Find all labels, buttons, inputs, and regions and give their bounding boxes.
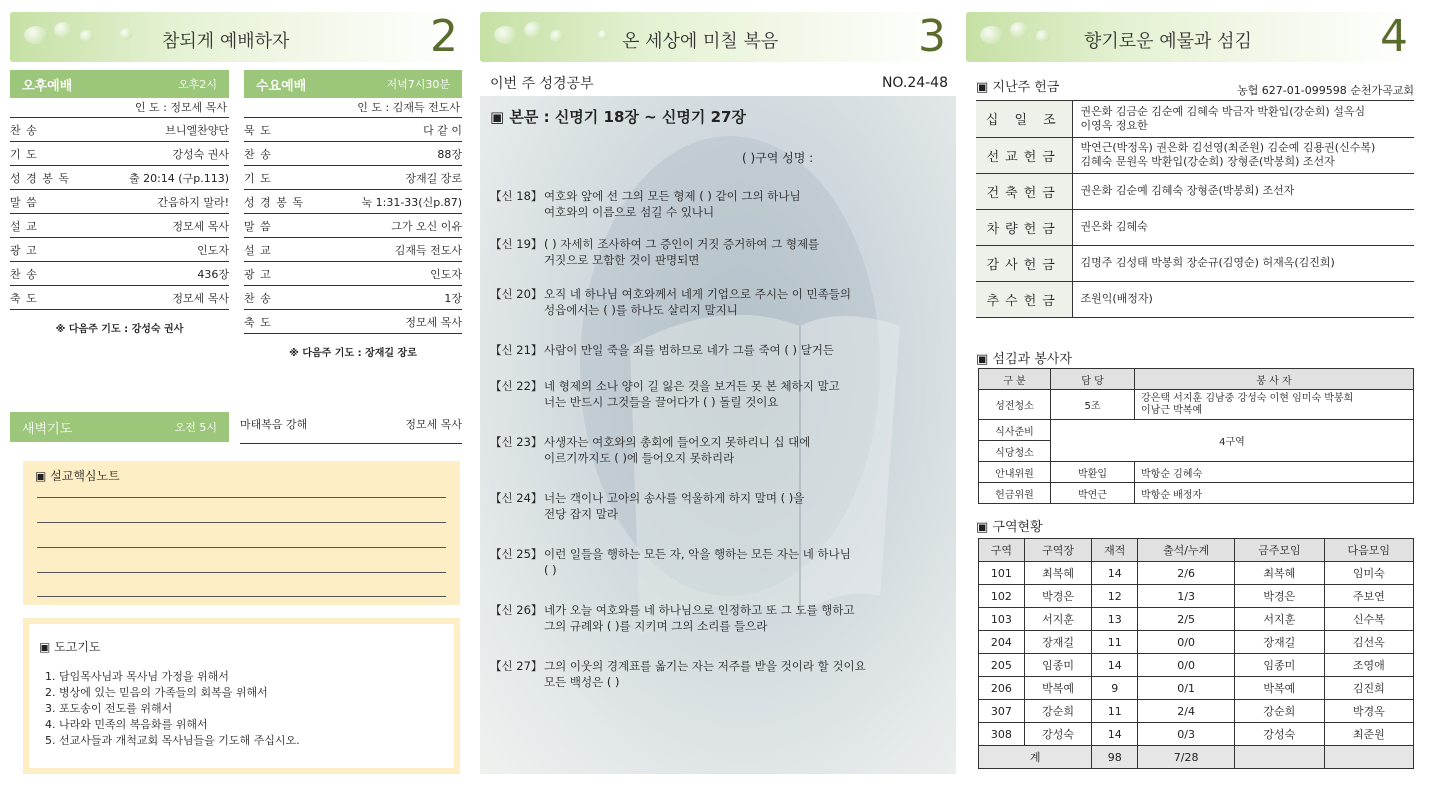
order-value: 정모세 목사 [172, 219, 229, 233]
column-header: 재적 [1092, 539, 1138, 562]
donor-line: 이영옥 정요한 [1080, 118, 1148, 132]
order-label: 말 씀 [244, 219, 272, 233]
table-cell: 205 [979, 654, 1025, 677]
column-header: 금주모임 [1235, 539, 1324, 562]
offering-section-title: ▣ 지난주 헌금 [976, 80, 1060, 95]
donor-line: 김혜숙 문원옥 박환입(강순희) 장형준(박봉희) 조선자 [1080, 155, 1335, 168]
order-value: 브니엘찬양단 [165, 123, 229, 137]
order-value: 장재길 장로 [405, 171, 462, 185]
table-cell: 강성숙 [1235, 723, 1324, 746]
table-row [976, 137, 1414, 173]
question-ref: 【신 25】 [490, 547, 543, 561]
table-cell: 1/3 [1138, 585, 1235, 608]
offering-panel [966, 12, 1418, 786]
table-cell: 박경은 [1235, 585, 1324, 608]
table-cell: 102 [979, 585, 1025, 608]
question-text: 모든 백성은 ( ) [544, 675, 620, 689]
order-value: 출 20:14 (구p.113) [128, 171, 229, 185]
service-staff [1135, 390, 1414, 420]
service-kind: 헌금위원 [979, 483, 1051, 504]
column-header: 담 당 [1051, 369, 1135, 390]
offering-kind: 차량헌금 [976, 209, 1072, 245]
order-label: 기 도 [10, 147, 38, 161]
table-row [979, 654, 1414, 677]
question-text: 사람이 만일 죽을 죄를 범하므로 네가 그를 죽여 ( ) 달거든 [544, 343, 834, 357]
order-label: 성 경 봉 독 [10, 171, 70, 185]
order-label: 설 교 [10, 219, 38, 233]
district-table-wrap [978, 538, 1414, 769]
order-row [10, 262, 229, 286]
question-ref: 【신 21】 [490, 343, 543, 357]
offering-kind: 선교헌금 [976, 137, 1072, 173]
table-row [979, 608, 1414, 631]
question-ref: 【신 23】 [490, 435, 543, 449]
intercession-title: ▣ 도고기도 [39, 640, 101, 654]
order-row [244, 310, 462, 334]
table-cell: 103 [979, 608, 1025, 631]
intercession-box [23, 618, 460, 774]
table-cell: 0/0 [1138, 654, 1235, 677]
service-kind: 식당청소 [979, 441, 1051, 462]
table-cell: 204 [979, 631, 1025, 654]
order-label: 설 교 [244, 243, 272, 257]
order-value: 김재득 전도사 [394, 243, 462, 257]
note-line [37, 547, 446, 548]
order-value: 그가 오신 이유 [391, 219, 462, 233]
study-bar [480, 70, 956, 96]
service-section-title: ▣ 섬김과 봉사자 [976, 352, 1072, 367]
question-ref: 【신 19】 [490, 237, 543, 251]
question-item [490, 602, 948, 634]
list-item: 1. 담임목사님과 목사님 가정을 위해서 [59, 669, 454, 685]
offering-table [976, 101, 1414, 318]
district-section-title: ▣ 구역현황 [976, 520, 1043, 535]
order-label: 찬 송 [244, 147, 272, 161]
table-cell: 101 [979, 562, 1025, 585]
order-row [244, 238, 462, 262]
order-row [10, 142, 229, 166]
service-time: 오후2시 [178, 78, 217, 91]
question-ref: 【신 27】 [490, 659, 543, 673]
list-item: 2. 병상에 있는 믿음의 가족들의 회복을 위해서 [59, 685, 454, 701]
table-row [979, 539, 1414, 562]
column-header: 구역장 [1024, 539, 1092, 562]
service-time: 오전 5시 [174, 421, 217, 434]
question-item [490, 658, 948, 690]
question-item [490, 236, 948, 268]
offering-kind: 십 일 조 [976, 101, 1072, 137]
column-header: 봉 사 자 [1135, 369, 1414, 390]
offering-kind: 건축헌금 [976, 173, 1072, 209]
service-table-wrap [978, 368, 1414, 504]
passage-title: ▣ 본문 : 신명기 18장 ~ 신명기 27장 [490, 108, 746, 126]
order-label: 말 씀 [10, 195, 38, 209]
list-item: 3. 포도송이 전도를 위해서 [59, 701, 454, 717]
study-label: 이번 주 성경공부 [490, 76, 594, 92]
table-cell: 9 [1092, 677, 1138, 700]
order-value: 정모세 목사 [172, 291, 229, 305]
offering-donors [1072, 101, 1414, 137]
list-item: 5. 선교사들과 개척교회 목사님들을 기도해 주십시오. [59, 733, 454, 749]
order-row [244, 262, 462, 286]
table-row [976, 101, 1414, 137]
question-item [490, 188, 948, 220]
question-text: 네 형제의 소나 양이 길 잃은 것을 보거든 못 본 체하지 말고 [544, 379, 840, 393]
table-cell: 장재길 [1024, 631, 1092, 654]
study-number: NO.24-48 [881, 75, 948, 91]
order-row [10, 286, 229, 310]
page-number: 2 [430, 12, 458, 62]
column-header: 출석/누계 [1138, 539, 1235, 562]
bible-study-header [480, 12, 956, 62]
total-attendance: 7/28 [1138, 746, 1235, 769]
table-cell: 308 [979, 723, 1025, 746]
offering-table-wrap [976, 100, 1414, 318]
service-lead: 박환입 [1051, 462, 1135, 483]
next-prayer: ※ 다음주 기도 : 장재길 장로 [289, 348, 417, 359]
service-time: 저녁7시30분 [386, 78, 450, 91]
table-cell: 강성숙 [1024, 723, 1092, 746]
question-ref: 【신 20】 [490, 287, 543, 301]
table-cell: 14 [1092, 562, 1138, 585]
worship-header [10, 12, 468, 62]
table-cell: 박복예 [1024, 677, 1092, 700]
table-row [979, 420, 1414, 441]
order-label: 기 도 [244, 171, 272, 185]
question-text: 너는 객이나 고아의 송사를 억울하게 하지 말며 ( )을 [544, 491, 805, 505]
table-row [979, 369, 1414, 390]
question-item [490, 342, 948, 358]
question-text: 여호와의 이름으로 섬길 수 있나니 [544, 205, 715, 219]
offering-donors: 권은화 김혜숙 [1072, 209, 1414, 245]
offering-donors: 조원익(배정자) [1072, 281, 1414, 317]
table-cell: 최복혜 [1024, 562, 1092, 585]
service-kind: 식사준비 [979, 420, 1051, 441]
table-cell: 11 [1092, 631, 1138, 654]
service-leader: 인 도 : 김재득 전도사 [244, 98, 462, 118]
question-item [490, 378, 948, 410]
table-cell: 2/4 [1138, 700, 1235, 723]
table-row [979, 462, 1414, 483]
question-text: 여호와 앞에 선 그의 모든 형제 ( ) 같이 그의 하나님 [544, 189, 801, 203]
question-item [490, 490, 948, 522]
table-cell: 최복혜 [1235, 562, 1324, 585]
question-ref: 【신 22】 [490, 379, 543, 393]
table-row [979, 723, 1414, 746]
order-row [10, 214, 229, 238]
sermon-note-box [23, 461, 460, 605]
order-value: 다 같 이 [423, 123, 462, 137]
table-cell: 11 [1092, 700, 1138, 723]
total-empty [1235, 746, 1324, 769]
question-text: ( ) [544, 563, 557, 577]
question-text: 그의 이웃의 경계표를 옮기는 자는 저주를 받을 것이라 할 것이요 [544, 659, 866, 673]
service-name: 오후예배 [22, 78, 73, 94]
column-header: 구역 [979, 539, 1025, 562]
table-cell: 206 [979, 677, 1025, 700]
table-cell: 13 [1092, 608, 1138, 631]
page-title: 온 세상에 미칠 복음 [622, 31, 779, 52]
service-kind: 성전청소 [979, 390, 1051, 420]
service-staff: 박항순 배정자 [1135, 483, 1414, 504]
table-row [979, 562, 1414, 585]
table-cell: 김진희 [1324, 677, 1413, 700]
dawn-prayer-detail [240, 416, 462, 444]
service-name: 수요예배 [256, 78, 307, 94]
dawn-detail: 마태복음 강해 [240, 418, 308, 431]
offering-kind: 감사헌금 [976, 245, 1072, 281]
order-row [244, 190, 462, 214]
table-cell: 서지훈 [1024, 608, 1092, 631]
order-row [10, 238, 229, 262]
table-cell: 최준원 [1324, 723, 1413, 746]
offering-donors: 김명주 김성태 박봉희 장순규(김영순) 허재옥(김진희) [1072, 245, 1414, 281]
question-text: 이르기까지도 ( )에 들어오지 못하리라 [544, 451, 735, 465]
table-cell: 주보연 [1324, 585, 1413, 608]
worship-panel [10, 12, 468, 786]
table-cell: 강순희 [1024, 700, 1092, 723]
order-label: 묵 도 [244, 123, 272, 137]
table-cell: 2/5 [1138, 608, 1235, 631]
offering-kind: 추수헌금 [976, 281, 1072, 317]
table-cell: 박경옥 [1324, 700, 1413, 723]
afternoon-order [10, 98, 229, 310]
question-text: 오직 네 하나님 여호와께서 네게 기업으로 주시는 이 민족들의 [544, 287, 851, 301]
column-header: 다음모임 [1324, 539, 1413, 562]
table-row [979, 390, 1414, 420]
order-label: 찬 송 [10, 267, 38, 281]
order-row [244, 118, 462, 142]
page-title: 향기로운 예물과 섬김 [1084, 31, 1252, 52]
name-line: ( )구역 성명 : [742, 151, 814, 165]
service-lead: 4구역 [1051, 420, 1414, 462]
order-label: 성 경 봉 독 [244, 195, 304, 209]
sermon-note-title: ▣ 설교핵심노트 [35, 469, 120, 483]
order-row [10, 190, 229, 214]
table-cell: 박복예 [1235, 677, 1324, 700]
list-item: 4. 나라와 민족의 복음화를 위해서 [59, 717, 454, 733]
district-table [978, 538, 1414, 769]
table-row [976, 245, 1414, 281]
bible-study-panel [480, 12, 956, 786]
table-cell: 조영애 [1324, 654, 1413, 677]
table-cell: 12 [1092, 585, 1138, 608]
wednesday-service-header [244, 70, 462, 98]
table-cell: 임미숙 [1324, 562, 1413, 585]
question-text: 전당 잡지 말라 [544, 507, 618, 521]
table-cell: 장재길 [1235, 631, 1324, 654]
table-cell: 307 [979, 700, 1025, 723]
donor-line: 박연근(박정옥) 권은화 김선영(최준원) 김순예 김용권(신수복) [1080, 141, 1376, 154]
question-text: 사생자는 여호와의 총회에 들어오지 못하리니 십 대에 [544, 435, 811, 449]
table-row [976, 281, 1414, 317]
table-cell: 0/1 [1138, 677, 1235, 700]
column-header: 구 분 [979, 369, 1051, 390]
table-row [979, 746, 1414, 769]
page-number: 4 [1380, 12, 1408, 62]
question-ref: 【신 24】 [490, 491, 543, 505]
dawn-prayer-header [10, 412, 229, 442]
order-value: 436장 [197, 267, 229, 281]
table-cell: 임종미 [1024, 654, 1092, 677]
table-cell: 14 [1092, 723, 1138, 746]
service-leader: 인 도 : 정모세 목사 [10, 98, 229, 118]
order-label: 축 도 [244, 315, 272, 329]
order-value: 88장 [437, 147, 462, 161]
table-row [976, 173, 1414, 209]
table-cell: 2/6 [1138, 562, 1235, 585]
table-cell: 0/0 [1138, 631, 1235, 654]
order-value: 인도자 [430, 267, 462, 281]
order-value: 간음하지 말라! [157, 195, 229, 209]
table-row [979, 483, 1414, 504]
table-cell: 임종미 [1235, 654, 1324, 677]
order-row [244, 214, 462, 238]
question-text: 너는 반드시 그것들을 끌어다가 ( ) 돌릴 것이요 [544, 395, 779, 409]
intercession-list [59, 669, 454, 749]
donor-line: 권은화 김금순 김순예 김혜숙 박금자 박환입(강순희) 설옥심 [1080, 104, 1366, 118]
question-text: 네가 오늘 여호와를 네 하나님으로 인정하고 또 그 도를 행하고 [544, 603, 855, 617]
table-cell: 신수복 [1324, 608, 1413, 631]
bank-account: 농협 627-01-099598 순천가곡교회 [1237, 84, 1414, 97]
table-cell: 서지훈 [1235, 608, 1324, 631]
staff-line: 이남근 박복예 [1141, 404, 1203, 416]
order-label: 찬 송 [244, 291, 272, 305]
table-cell: 14 [1092, 654, 1138, 677]
note-line [37, 596, 446, 597]
total-enrolled: 98 [1092, 746, 1138, 769]
offering-header [966, 12, 1418, 62]
offering-donors [1072, 137, 1414, 173]
note-line [37, 572, 446, 573]
table-cell: 박경은 [1024, 585, 1092, 608]
service-lead: 5조 [1051, 390, 1135, 420]
order-value: 눅 1:31-33(신p.87) [361, 195, 462, 209]
service-lead: 박연근 [1051, 483, 1135, 504]
dawn-leader: 정모세 목사 [405, 418, 462, 431]
note-line [37, 497, 446, 498]
question-ref: 【신 26】 [490, 603, 543, 617]
wednesday-service [244, 70, 462, 359]
table-row [979, 631, 1414, 654]
service-staff: 박항순 김혜숙 [1135, 462, 1414, 483]
order-label: 축 도 [10, 291, 38, 305]
total-empty [1324, 746, 1413, 769]
order-row [244, 166, 462, 190]
table-row [979, 585, 1414, 608]
next-prayer: ※ 다음주 기도 : 강성숙 권사 [55, 324, 184, 335]
service-table [978, 368, 1414, 504]
table-row [976, 209, 1414, 245]
question-item [490, 286, 948, 318]
table-cell: 강순희 [1235, 700, 1324, 723]
question-item [490, 546, 948, 578]
afternoon-service-header [10, 70, 229, 98]
order-row [244, 142, 462, 166]
staff-line: 강은택 서지훈 김남중 강성숙 이현 임미숙 박봉희 [1141, 392, 1354, 404]
order-label: 광 고 [244, 267, 272, 281]
table-row [979, 677, 1414, 700]
afternoon-service [10, 70, 229, 335]
order-label: 찬 송 [10, 123, 38, 137]
order-value: 인도자 [197, 243, 229, 257]
order-value: 1장 [444, 291, 462, 305]
question-text: 그의 규례와 ( )를 지키며 그의 소리를 들으라 [544, 619, 768, 633]
wednesday-order [244, 98, 462, 334]
service-name: 새벽기도 [22, 421, 73, 437]
order-row [244, 286, 462, 310]
question-item [490, 434, 948, 466]
service-kind: 안내위원 [979, 462, 1051, 483]
page-title: 참되게 예배하자 [162, 31, 290, 52]
note-line [37, 522, 446, 523]
question-text: 이런 일들을 행하는 모든 자, 악을 행하는 모든 자는 네 하나님 [544, 547, 851, 561]
order-row [10, 166, 229, 190]
question-text: 성읍에서는 ( )를 하나도 살리지 말지니 [544, 303, 738, 317]
question-text: ( ) 자세히 조사하여 그 증인이 거짓 증거하여 그 형제를 [544, 237, 820, 251]
total-label: 계 [979, 746, 1092, 769]
table-row [979, 700, 1414, 723]
question-text: 거짓으로 모함한 것이 판명되면 [544, 253, 700, 267]
table-cell: 0/3 [1138, 723, 1235, 746]
order-value: 강성숙 권사 [172, 147, 229, 161]
question-ref: 【신 18】 [490, 189, 543, 203]
order-label: 광 고 [10, 243, 38, 257]
order-row [10, 118, 229, 142]
table-cell: 김선옥 [1324, 631, 1413, 654]
order-value: 정모세 목사 [405, 315, 462, 329]
offering-donors: 권은화 김순예 김혜숙 장형준(박봉희) 조선자 [1072, 173, 1414, 209]
page-number: 3 [918, 12, 946, 62]
